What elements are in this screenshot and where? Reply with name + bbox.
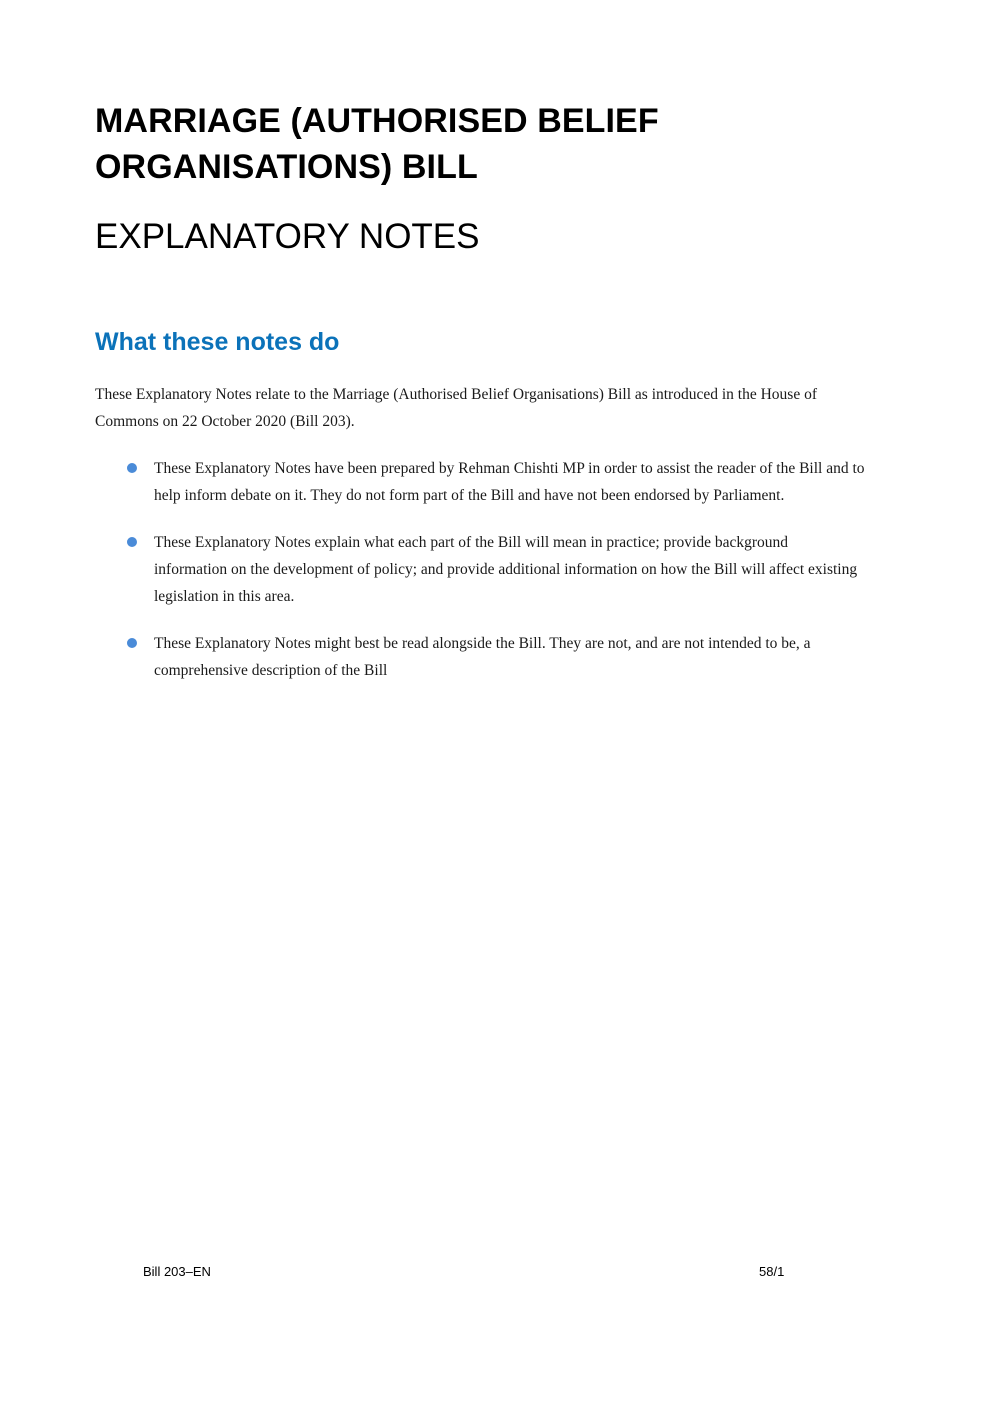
document-subtitle: EXPLANATORY NOTES bbox=[95, 217, 480, 256]
bullet-point-icon bbox=[127, 537, 137, 547]
bullet-text: These Explanatory Notes have been prepared by Rehman Chishti MP in order to assist the reader of the Bill and to help inform debate on it. They do not form part of the Bill and have not been endorsed by Parliament. bbox=[154, 460, 865, 504]
bullet-text: These Explanatory Notes might best be read alongside the Bill. They are not, and are not intended to be, a comprehensive description of the Bill bbox=[154, 635, 811, 679]
bullet-item bbox=[95, 630, 865, 684]
footer-print-number: 58/1 bbox=[759, 1264, 785, 1279]
footer-bill-reference: Bill 203–EN bbox=[143, 1264, 211, 1279]
bullet-point-icon bbox=[127, 638, 137, 648]
bullet-text: These Explanatory Notes explain what each part of the Bill will mean in practice; provide background information on the development of policy; and provide additional information on how the Bill will affect existing legislation in this area. bbox=[154, 534, 858, 605]
intro-paragraph: These Explanatory Notes relate to the Marriage (Authorised Belief Organisations) Bill as introduced in the House of Commons on 22 October 2020 (Bill 203). bbox=[95, 386, 817, 430]
bill-title: MARRIAGE (AUTHORISED BELIEF ORGANISATIONS) BILL bbox=[95, 102, 659, 186]
bullet-item bbox=[95, 455, 865, 509]
bullet-point-icon bbox=[127, 463, 137, 473]
bullet-item bbox=[95, 529, 865, 610]
section-heading: What these notes do bbox=[95, 328, 340, 356]
bullet-list bbox=[95, 455, 865, 704]
